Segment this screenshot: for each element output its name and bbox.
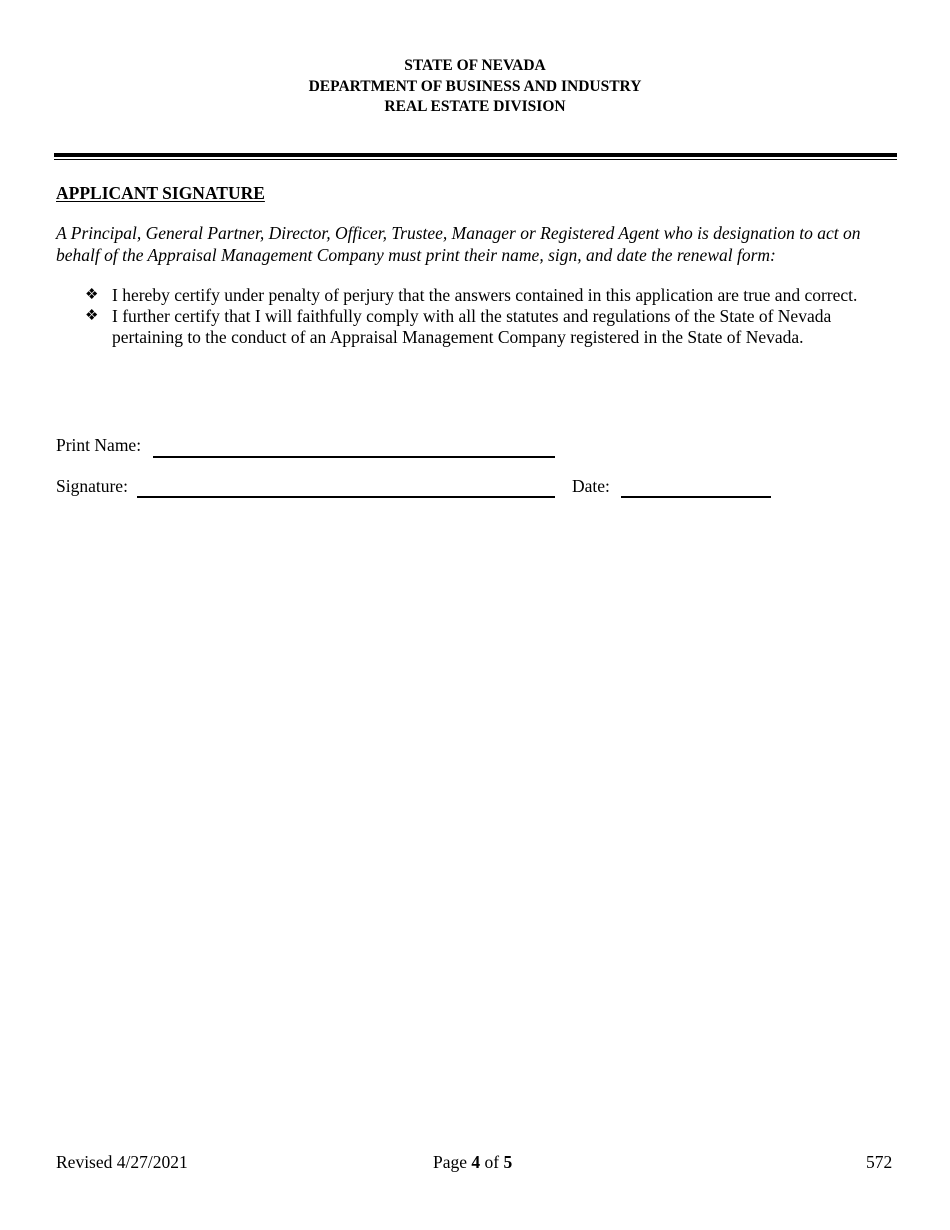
print-name-field[interactable]	[153, 456, 555, 458]
certification-text: I hereby certify under penalty of perjury that the answers contained in this application are true and correct.	[112, 285, 858, 305]
footer-form-number: 572	[866, 1152, 893, 1172]
intro-paragraph: A Principal, General Partner, Director, Officer, Trustee, Manager or Registered Agent who is designation to act on behalf of the Appraisal Management Company must print their name, sign, and date the renewal form:	[56, 223, 861, 265]
diamond-bullet-icon: ❖	[85, 287, 99, 303]
date-field[interactable]	[621, 496, 771, 498]
document-header	[0, 56, 950, 118]
print-name-label: Print Name:	[56, 435, 142, 455]
signature-label: Signature:	[56, 476, 128, 496]
footer-page-total: 5	[503, 1152, 513, 1172]
certification-item	[56, 306, 886, 348]
signature-field[interactable]	[137, 496, 555, 498]
certification-list	[56, 285, 886, 348]
certification-text: I further certify that I will faithfully comply with all the statutes and regulations of the State of Nevada pertaining to the conduct of an Appraisal Management Company registered in the State of Nevada.	[112, 306, 832, 347]
header-rule-thin	[54, 159, 897, 160]
footer-page-of: of	[484, 1152, 500, 1172]
footer-revised: Revised 4/27/2021	[56, 1152, 188, 1172]
date-label: Date:	[572, 476, 610, 496]
footer-page-prefix: Page	[433, 1152, 468, 1172]
header-department: DEPARTMENT OF BUSINESS AND INDUSTRY	[308, 77, 642, 95]
footer-page-number	[433, 1152, 512, 1173]
certification-item	[56, 285, 886, 306]
footer-page-current: 4	[471, 1152, 481, 1172]
section-title: APPLICANT SIGNATURE	[56, 183, 265, 203]
header-state: STATE OF NEVADA	[404, 57, 546, 74]
header-rule-thick	[54, 153, 897, 157]
diamond-bullet-icon: ❖	[85, 308, 99, 324]
header-division: REAL ESTATE DIVISION	[384, 98, 566, 115]
